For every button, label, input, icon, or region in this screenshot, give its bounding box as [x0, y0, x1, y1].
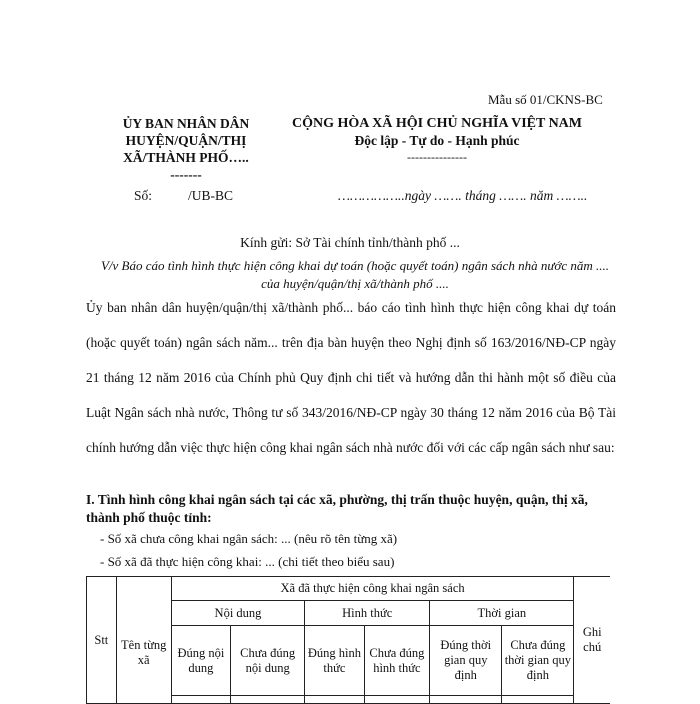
header-content-group: Nội dung: [171, 601, 304, 626]
bullet-unpublished-communes: - Số xã chưa công khai ngân sách: ... (nêu rõ tên từng xã): [100, 531, 398, 546]
header-form-not: Chưa đúng hình thức: [364, 626, 430, 696]
disclosure-table: [86, 576, 610, 704]
document-number: [134, 188, 233, 204]
authority-divider: -------: [170, 167, 202, 182]
authority-line-3: XÃ/THÀNH PHỐ…..: [123, 150, 249, 165]
header-content-ok: Đúng nội dung: [171, 626, 230, 696]
authority-line-2: HUYỆN/QUẬN/THỊ: [125, 133, 247, 148]
national-title: CỘNG HÒA XÃ HỘI CHỦ NGHĨA VIỆT NAM: [291, 116, 582, 131]
form-number: Mẫu số 01/CKNS-BC: [488, 92, 603, 107]
recipient-line: Kính gửi: Sở Tài chính tỉnh/thành phố ...: [240, 235, 460, 250]
header-commune-name: Tên từng xã: [116, 577, 171, 704]
authority-line-1: ỦY BAN NHÂN DÂN: [122, 116, 250, 131]
subject-line: V/v Báo cáo tình hình thực hiện công khai dự toán (hoặc quyết toán) ngân sách nhà nước năm .... của huyện/quận/thị xã/thành phố ....: [100, 258, 610, 291]
national-motto: Độc lập - Tự do - Hạnh phúc: [354, 133, 520, 148]
header-stt: Stt: [87, 577, 117, 704]
body-paragraph: Ủy ban nhân dân huyện/quận/thị xã/thành phố... báo cáo tình hình thực hiện công khai dự toán (hoặc quyết toán) ngân sách năm... trên địa bàn huyện theo Nghị định số 163/2016/NĐ-CP ngày 21 tháng 12 năm 2016 của Chính phủ Quy định chi tiết và hướng dẫn thi hành một số điều của Luật Ngân sách nhà nước, Thông tư số 343/2016/NĐ-CP ngày 30 tháng 12 năm 2016 của Bộ Tài chính hướng dẫn việc thực hiện công khai ngân sách nhà nước đối với các cấp ngân sách như sau:: [86, 300, 616, 455]
header-note: Ghi chú: [574, 577, 610, 704]
header-content-not: Chưa đúng nội dung: [231, 626, 305, 696]
header-time-group: Thời gian: [430, 601, 574, 626]
header-published-group: Xã đã thực hiện công khai ngân sách: [171, 577, 574, 601]
header-form-ok: Đúng hình thức: [305, 626, 364, 696]
number-label: Số:: [134, 188, 153, 203]
national-divider: ---------------: [407, 150, 467, 164]
issuing-authority-header: [86, 115, 286, 183]
bullet-published-communes: - Số xã đã thực hiện công khai: ... (chi tiết theo biểu sau): [100, 554, 395, 569]
header-time-not: Chưa đúng thời gian quy định: [502, 626, 574, 696]
section-1-title: I. Tình hình công khai ngân sách tại các xã, phường, thị trấn thuộc huyện, quận, thị xã, thành phố thuộc tỉnh:: [86, 492, 588, 525]
header-time-ok: Đúng thời gian quy định: [430, 626, 502, 696]
date-line: ……………..ngày ……. tháng ……. năm ……..: [338, 188, 588, 203]
header-form-group: Hình thức: [305, 601, 430, 626]
national-header: [282, 115, 592, 166]
number-suffix: /UB-BC: [188, 188, 234, 203]
